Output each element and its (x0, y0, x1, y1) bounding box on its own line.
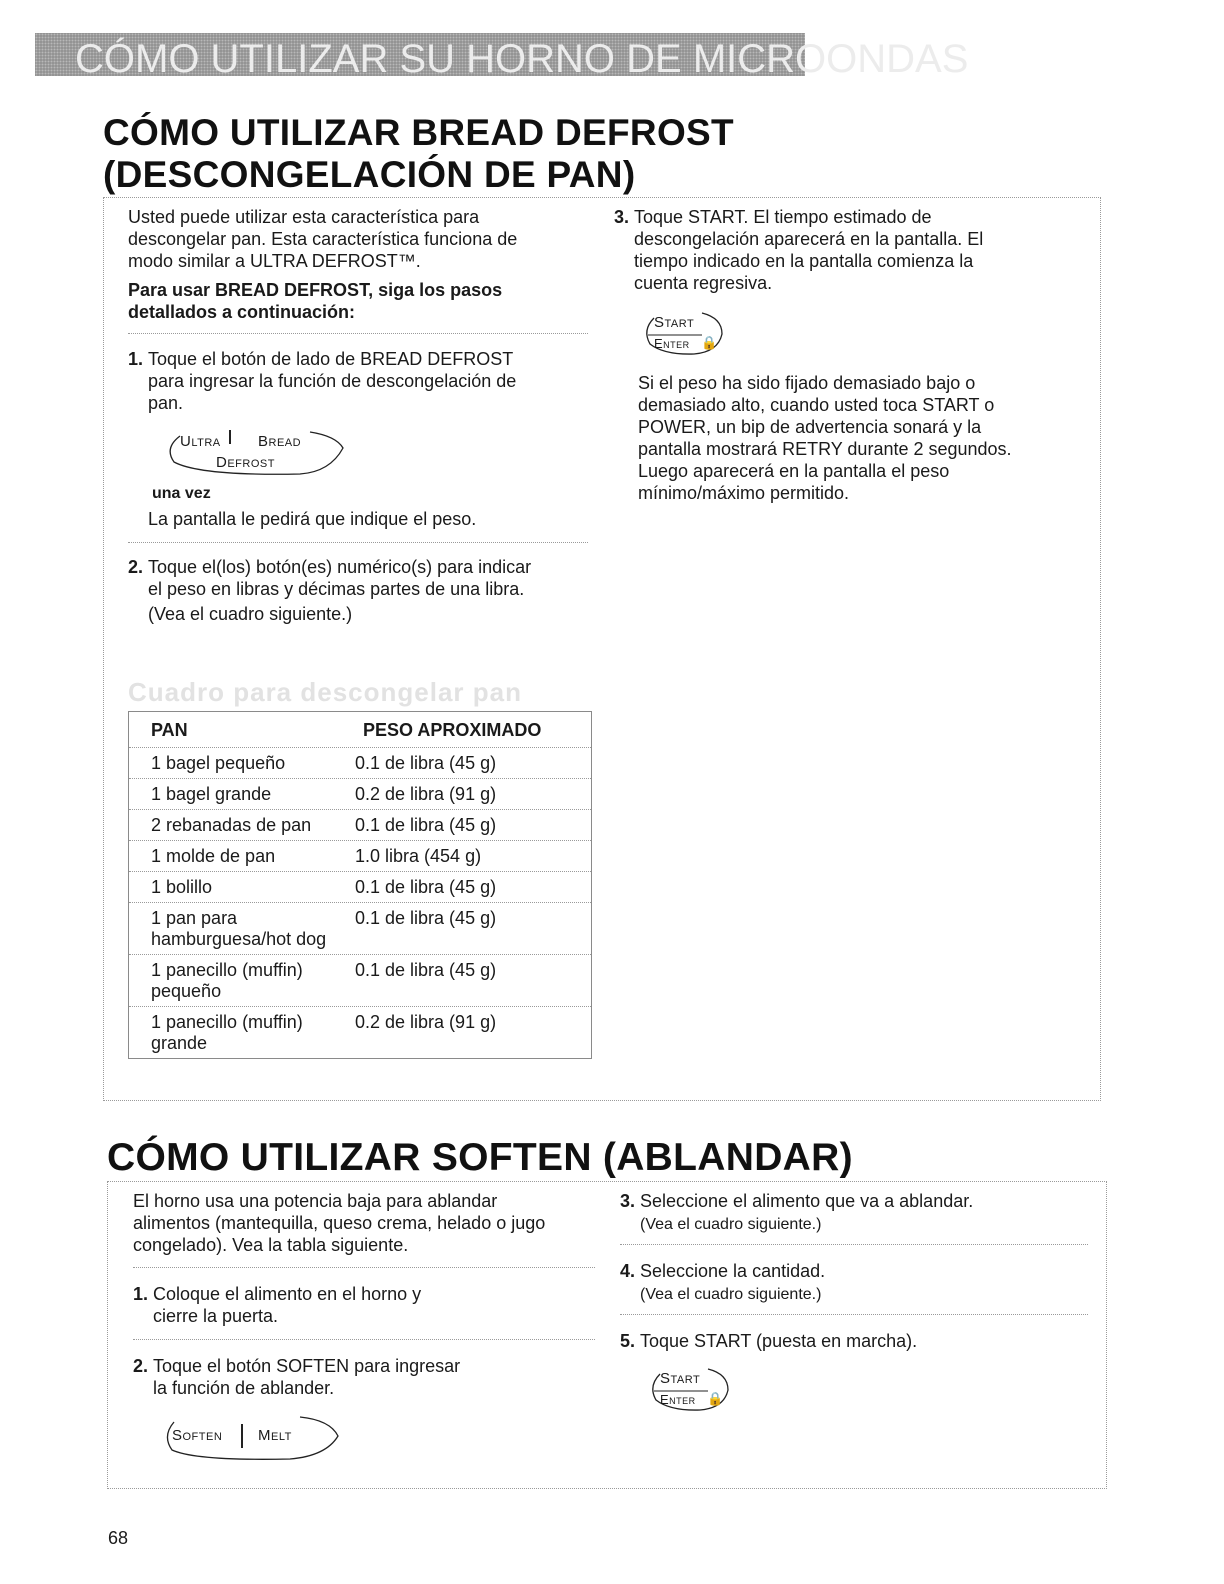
table-row (129, 1006, 591, 1058)
step-text: cierre la puerta. (153, 1306, 279, 1326)
divider (133, 1339, 595, 1340)
step-text: para ingresar la función de descongelación de (148, 371, 517, 391)
step-number: 5. (620, 1331, 636, 1351)
warning-line: Si el peso ha sido fijado demasiado bajo o (638, 373, 976, 393)
pan-cell: 1 panecillo (muffin) grande (151, 1012, 303, 1053)
step-1-result: La pantalla le pedirá que indique el peso. (148, 509, 477, 529)
soften-label: Soften (172, 1427, 223, 1444)
step-text: Toque START (puesta en marcha). (640, 1331, 918, 1351)
title-line-2: (DESCONGELACIÓN DE PAN) (103, 154, 636, 195)
column-header: PESO APROXIMADO (363, 720, 542, 740)
divider (128, 333, 588, 334)
peso-cell: 0.2 de libra (91 g) (355, 1012, 497, 1032)
step-text: Toque el botón de lado de BREAD DEFROST (148, 349, 514, 369)
soften-step-2 (133, 1355, 593, 1399)
step-subtext: (Vea el cuadro siguiente.) (640, 1286, 822, 1303)
soften-step-1 (133, 1283, 593, 1327)
step-2 (128, 556, 588, 625)
soften-title: CÓMO UTILIZAR SOFTEN (ABLANDAR) (107, 1136, 853, 1179)
ultra-label: Ultra (180, 433, 221, 450)
soften-button[interactable] (160, 1414, 340, 1462)
step-number: 2. (133, 1356, 149, 1376)
lock-icon: 🔒 (707, 1391, 724, 1406)
table-row (129, 747, 591, 778)
column-header: PAN (151, 720, 188, 740)
divider (620, 1314, 1088, 1315)
enter-label: Enter (660, 1392, 696, 1407)
peso-cell: 1.0 libra (454 g) (355, 846, 482, 866)
pan-cell: 1 panecillo (muffin) pequeño (151, 960, 303, 1001)
warning-line: demasiado alto, cuando usted toca START o (638, 395, 995, 415)
instructions-heading: detallados a continuación: (128, 302, 356, 322)
peso-cell: 0.2 de libra (91 g) (355, 784, 497, 804)
intro-line: alimentos (mantequilla, queso crema, helado o jugo (133, 1213, 546, 1233)
peso-cell: 0.1 de libra (45 g) (355, 877, 497, 897)
divider (620, 1244, 1088, 1245)
divider (128, 542, 588, 543)
step-text: Seleccione el alimento que va a ablandar. (640, 1191, 974, 1211)
pan-cell: 1 molde de pan (151, 846, 276, 866)
melt-label: Melt (258, 1427, 292, 1444)
bread-defrost-title (103, 112, 734, 196)
start-button[interactable] (640, 310, 724, 356)
warning-line: pantalla mostrará RETRY durante 2 segundos. (638, 439, 1012, 459)
step-text: (Vea el cuadro siguiente.) (148, 604, 353, 624)
step-text: la función de ablander. (153, 1378, 335, 1398)
intro-line: Usted puede utilizar esta característica para (128, 207, 480, 227)
soften-step-3 (620, 1190, 1090, 1235)
table-row (129, 954, 591, 1006)
defrost-label: Defrost (216, 454, 275, 471)
peso-cell: 0.1 de libra (45 g) (355, 908, 497, 928)
bread-label: Bread (258, 433, 302, 450)
title-line-1: CÓMO UTILIZAR BREAD DEFROST (103, 112, 734, 153)
step-text: Toque el(los) botón(es) numérico(s) para indicar (148, 557, 532, 577)
step-text: tiempo indicado en la pantalla comienza la (634, 251, 974, 271)
chart-title: Cuadro para descongelar pan (128, 677, 522, 707)
intro-line: descongelar pan. Esta característica funciona de (128, 229, 518, 249)
section-banner (35, 33, 969, 81)
warning-line: POWER, un bip de advertencia sonará y la (638, 417, 982, 437)
step-number: 3. (614, 207, 630, 227)
pan-cell: 1 bagel grande (151, 784, 272, 804)
soften-step-4 (620, 1260, 1090, 1305)
warning-line: mínimo/máximo permitido. (638, 483, 850, 503)
step-text: Toque el botón SOFTEN para ingresar (153, 1356, 461, 1376)
step-text: el peso en libras y décimas partes de una libra. (148, 579, 525, 599)
divider (133, 1267, 595, 1268)
page-number: 68 (108, 1528, 129, 1548)
table-row (129, 840, 591, 871)
step-number: 1. (133, 1284, 149, 1304)
pan-cell: 2 rebanadas de pan (151, 815, 312, 835)
step-text: Toque START. El tiempo estimado de (634, 207, 932, 227)
step-number: 1. (128, 349, 144, 369)
step-text: Coloque el alimento en el horno y (153, 1284, 422, 1304)
warning-line: Luego aparecerá en la pantalla el peso (638, 461, 950, 481)
step-1 (128, 348, 588, 414)
warning-text (638, 372, 1078, 504)
step-text: pan. (148, 393, 184, 413)
soften-intro (133, 1190, 593, 1256)
enter-label: Enter (654, 336, 690, 351)
lock-icon: 🔒 (701, 335, 718, 350)
step-number: 2. (128, 557, 144, 577)
start-label: Start (660, 1370, 701, 1387)
start-button[interactable] (646, 1366, 730, 1412)
table-header (129, 712, 591, 747)
step-text: cuenta regresiva. (634, 273, 773, 293)
start-label: Start (654, 314, 695, 331)
bread-defrost-left-column (128, 206, 588, 323)
table-row (129, 902, 591, 954)
pan-cell: 1 bolillo (151, 877, 213, 897)
table-row (129, 871, 591, 902)
peso-cell: 0.1 de libra (45 g) (355, 815, 497, 835)
step-subtext: (Vea el cuadro siguiente.) (640, 1216, 822, 1233)
step-number: 3. (620, 1191, 636, 1211)
pan-cell: 1 bagel pequeño (151, 753, 286, 773)
intro-line: congelado). Vea la tabla siguiente. (133, 1235, 409, 1255)
una-vez-label: una vez (152, 485, 211, 502)
intro-line: El horno usa una potencia baja para ablandar (133, 1191, 498, 1211)
peso-cell: 0.1 de libra (45 g) (355, 960, 497, 980)
step-3 (614, 206, 1074, 294)
table-row (129, 778, 591, 809)
table-row (129, 809, 591, 840)
bread-defrost-table (128, 711, 592, 1059)
instructions-heading: Para usar BREAD DEFROST, siga los pasos (128, 280, 503, 300)
step-text: Seleccione la cantidad. (640, 1261, 826, 1281)
peso-cell: 0.1 de libra (45 g) (355, 753, 497, 773)
banner-text: CÓMO UTILIZAR SU HORNO DE MICROONDAS (75, 37, 969, 81)
soften-step-5 (620, 1330, 1090, 1352)
step-number: 4. (620, 1261, 636, 1281)
intro-line: modo similar a ULTRA DEFROST™. (128, 251, 421, 271)
pan-cell: 1 pan para hamburguesa/hot dog (151, 908, 327, 949)
bread-defrost-button[interactable] (160, 428, 345, 478)
step-text: descongelación aparecerá en la pantalla. El (634, 229, 984, 249)
